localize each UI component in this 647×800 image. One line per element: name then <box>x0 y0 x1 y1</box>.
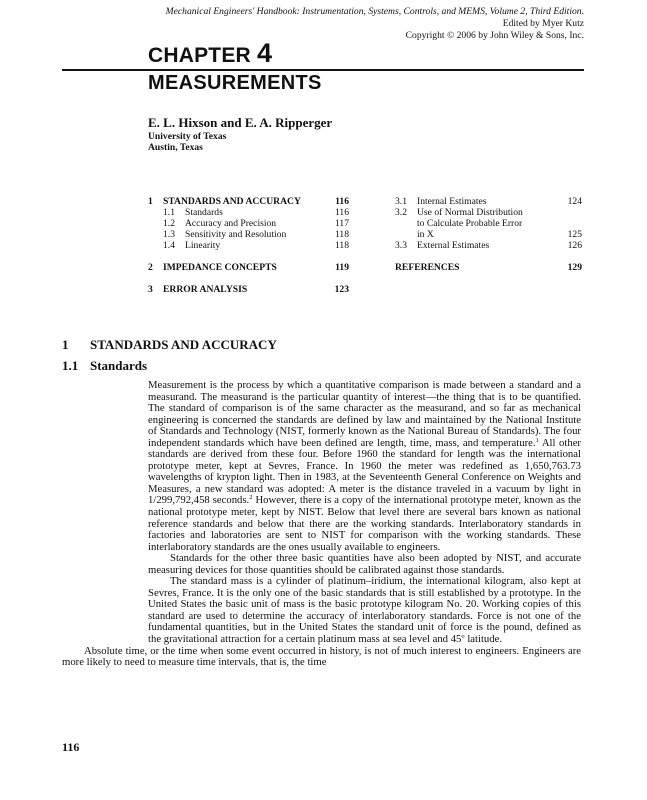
toc-page: 117 <box>334 218 349 229</box>
subsection-heading <box>62 358 147 374</box>
toc-num: 3.3 <box>395 240 407 251</box>
toc-num: 3 <box>148 284 153 295</box>
toc-page: 129 <box>567 262 582 273</box>
degree-sign: o <box>461 633 465 641</box>
toc-entry-link[interactable]: STANDARDS AND ACCURACY <box>163 196 301 207</box>
toc-page: 118 <box>334 240 349 251</box>
toc-entry-link[interactable]: in X <box>417 229 434 240</box>
toc-entry-link[interactable]: External Estimates <box>417 240 490 251</box>
paragraph <box>148 576 581 645</box>
footnote-ref[interactable]: 1 <box>535 436 539 444</box>
body-text <box>62 379 581 669</box>
text-run: However, there is a copy of the international prototype meter, known as the national prototype meter, kept by NIST. Below that level there are several bars known as national reference standards and below that there are the working standards. Interlaboratory standards in factories and laboratories are sent to NIST for comparison with the working standards. These interlaboratory standards are the ones usually available to engineers. <box>148 494 581 553</box>
authors: E. L. Hixson and E. A. Ripperger <box>148 115 333 130</box>
text-run: Measurement is the process by which a quantitative comparison is made between a standard and a measurand. The measurand is the particular quantity of interest—the thing that is to be quantified. The standard of comparison is of the same character as the measurand, and so far as mechanical engineering is concerned the standards are defined by law and maintained by the National Institute of Standards and Technology (NIST, formerly known as the National Bureau of Standards). The four independent standards which have been defined are length, time, mass, and temperature. <box>148 379 581 449</box>
toc-page: 118 <box>334 229 349 240</box>
affiliation-line1: University of Texas <box>148 131 227 142</box>
toc-entry-link[interactable]: REFERENCES <box>395 262 460 273</box>
footnote-ref[interactable]: 2 <box>249 494 253 502</box>
toc-entry-link[interactable]: ERROR ANALYSIS <box>163 284 248 295</box>
running-header-editor: Edited by Myer Kutz <box>502 18 584 29</box>
toc-page: 125 <box>567 229 582 240</box>
toc-page: 124 <box>567 196 582 207</box>
chapter-label <box>148 38 272 69</box>
affiliation-line2: Austin, Texas <box>148 142 203 153</box>
page-number: 116 <box>62 740 80 754</box>
paragraph <box>148 380 581 553</box>
toc-entry-link[interactable]: Sensitivity and Resolution <box>185 229 287 240</box>
text-run: latitude. <box>464 633 503 646</box>
section-title: STANDARDS AND ACCURACY <box>90 337 277 352</box>
toc-entry-link[interactable]: Standards <box>185 207 223 218</box>
toc-entry-link[interactable]: IMPEDANCE CONCEPTS <box>163 262 277 273</box>
subsection-number: 1.1 <box>62 358 79 373</box>
toc-page: 116 <box>335 196 349 207</box>
toc-page: 116 <box>334 207 349 218</box>
chapter-title: MEASUREMENTS <box>148 72 322 94</box>
running-header-copyright: Copyright © 2006 by John Wiley & Sons, Inc. <box>405 30 584 41</box>
toc-num: 1 <box>148 196 153 207</box>
toc-num: 1.2 <box>163 218 175 229</box>
toc-num: 1.1 <box>163 207 175 218</box>
toc-num: 2 <box>148 262 153 273</box>
text-run: The standard mass is a cylinder of platinum–iridium, the international kilogram, also kept at Sevres, France. It is the only one of the basic standards that is still established by a prototype. In the United States the basic unit of mass is the basic prototype kilogram No. 20. Working copies of this standard are used to determine the accuracy of interlaboratory standards. Force is not one of the fundamental quantities, but in the United States the standard unit of force is the pound, defined as the gravitational attraction for a certain platinum mass at sea level and 45 <box>148 575 581 646</box>
section-heading <box>62 337 277 353</box>
toc-page: 123 <box>334 284 349 295</box>
toc-entry-link[interactable]: Internal Estimates <box>417 196 487 207</box>
toc-num: 1.3 <box>163 229 175 240</box>
toc-num: 3.2 <box>395 207 407 218</box>
paragraph: Absolute time, or the time when some event occurred in history, is not of much interest to engineers. Engineers are more likely to need to measure time intervals, that is, the time <box>62 644 581 669</box>
toc-num: 1.4 <box>163 240 175 251</box>
paragraph: Standards for the other three basic quantities have also been adopted by NIST, and accurate measuring devices for those quantities should be calibrated against those standards. <box>148 552 581 576</box>
subsection-title: Standards <box>90 358 148 373</box>
toc-num: 3.1 <box>395 196 407 207</box>
toc-page: 126 <box>567 240 582 251</box>
toc-entry-link[interactable]: to Calculate Probable Error <box>417 218 523 229</box>
chapter-word: CHAPTER <box>148 44 251 67</box>
toc-entry-link[interactable]: Linearity <box>185 240 221 251</box>
toc-entry-link[interactable]: Accuracy and Precision <box>185 218 277 229</box>
text-run: All other standards are derived from these four. Before 1960 the standard for length was the international prototype meter, kept at Sevres, France. In 1960 the meter was redefined as 1,650,763.73 wavelengths of krypton light. Then in 1983, at the Seventeenth General Conference on Weights and Measures, a new standard was adopted: A meter is the distance traveled in a vacuum by light in 1/299,792,458 seconds. <box>148 436 581 507</box>
section-number: 1 <box>62 337 69 352</box>
chapter-number: 4 <box>256 38 273 68</box>
running-header-source: Mechanical Engineers' Handbook: Instrumentation, Systems, Controls, and MEMS, Volume 2, Third Edition. <box>165 6 584 17</box>
chapter-rule <box>62 69 584 71</box>
toc-entry-link[interactable]: Use of Normal Distribution <box>417 207 523 218</box>
toc-page: 119 <box>335 262 349 273</box>
